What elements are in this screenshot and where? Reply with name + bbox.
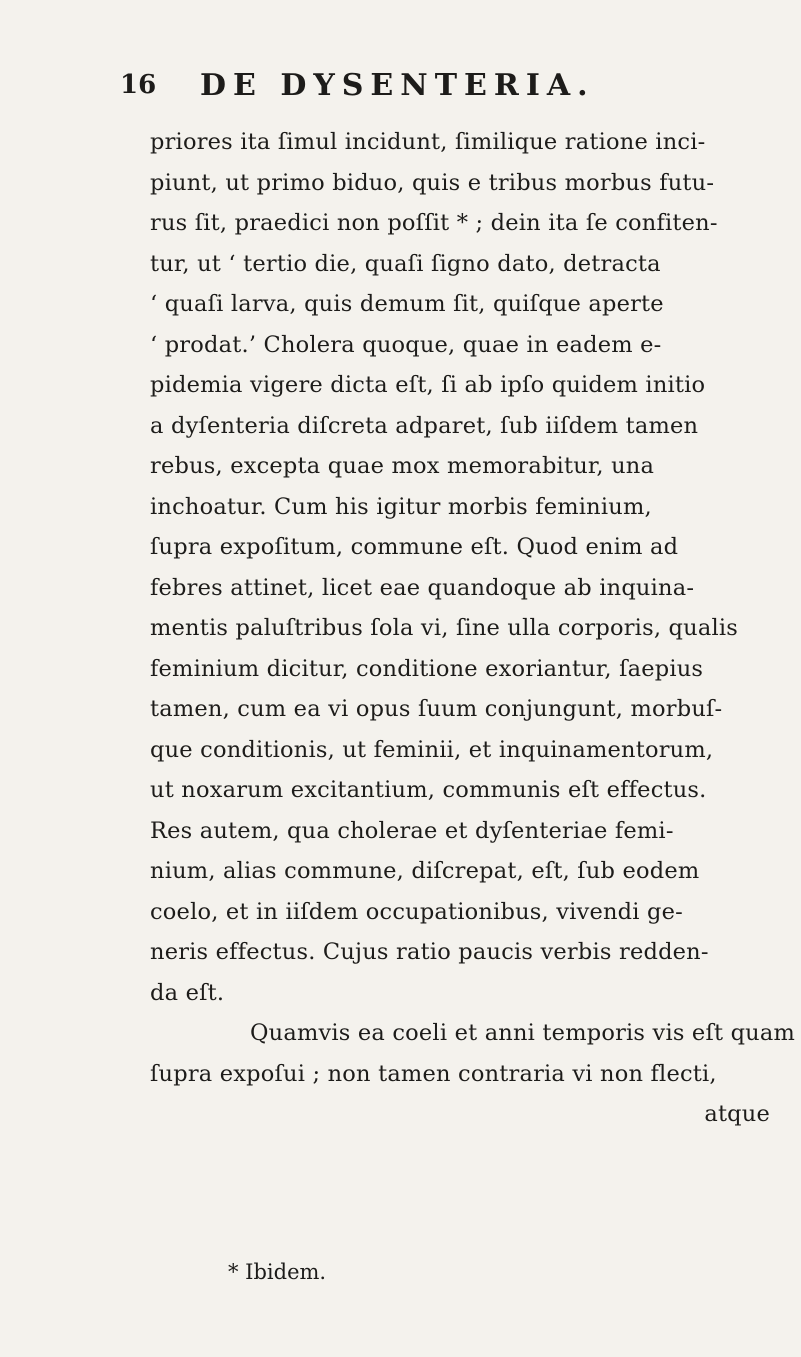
text-line: priores ita ſimul incidunt, ſimilique ratione inci- xyxy=(150,129,706,155)
text-line: ut noxarum excitantium, communis eſt effectus. xyxy=(150,777,707,803)
text-line: tur, ut ‘ tertio die, quaſi ſigno dato, detracta xyxy=(150,250,661,277)
text-line: a dyſenteria diſcreta adparet, ſub iiſdem tamen xyxy=(150,412,699,439)
footnote: * Ibidem. xyxy=(228,1260,327,1284)
text-line: piunt, ut primo biduo, quis e tribus morbus futu- xyxy=(150,169,715,196)
text-line: febres attinet, licet eae quandoque ab inquina- xyxy=(150,574,695,601)
text-line: ſupra expoſitum, commune eſt. Quod enim ad xyxy=(150,534,679,560)
page-header xyxy=(120,70,720,110)
text-line: neris effectus. Cujus ratio paucis verbis redden- xyxy=(150,939,709,965)
text-line: nium, alias commune, diſcrepat, eſt, ſub eodem xyxy=(150,858,700,884)
text-line: que conditionis, ut feminii, et inquinamentorum, xyxy=(150,736,714,763)
text-line: ‘ quaſi larva, quis demum ſit, quiſque aperte xyxy=(150,291,664,317)
catchword: atque xyxy=(704,1101,770,1127)
text-line: ſupra expoſui ; non tamen contraria vi non flecti, xyxy=(150,1060,717,1087)
text-line: pidemia vigere dicta eſt, ſi ab ipſo quidem initio xyxy=(150,372,706,398)
text-line: Quamvis ea coeli et anni temporis vis eſt quam xyxy=(250,1020,796,1046)
text-line: rebus, excepta quae mox memorabitur, una xyxy=(150,453,655,479)
text-line: tamen, cum ea vi opus ſuum conjungunt, morbuſ- xyxy=(150,696,723,722)
text-line: feminium dicitur, conditione exoriantur, ſaepius xyxy=(150,655,704,682)
text-line: ‘ prodat.’ Cholera quoque, quae in eadem e- xyxy=(150,331,662,358)
body-text xyxy=(150,122,796,1135)
text-line: rus ſit, praedici non poſſit * ; dein ita ſe confiten- xyxy=(150,210,718,236)
text-line: coelo, et in iiſdem occupationibus, vivendi ge- xyxy=(150,898,683,925)
text-line: mentis paluſtribus ſola vi, ſine ulla corporis, qualis xyxy=(150,615,738,641)
running-title: DE DYSENTERIA. xyxy=(200,68,595,103)
text-line: Res autem, qua cholerae et dyſenteriae femi- xyxy=(150,817,674,844)
page-number: 16 xyxy=(120,70,157,100)
text-line: da eſt. xyxy=(150,979,225,1006)
text-line: inchoatur. Cum his igitur morbis feminium, xyxy=(150,493,652,520)
